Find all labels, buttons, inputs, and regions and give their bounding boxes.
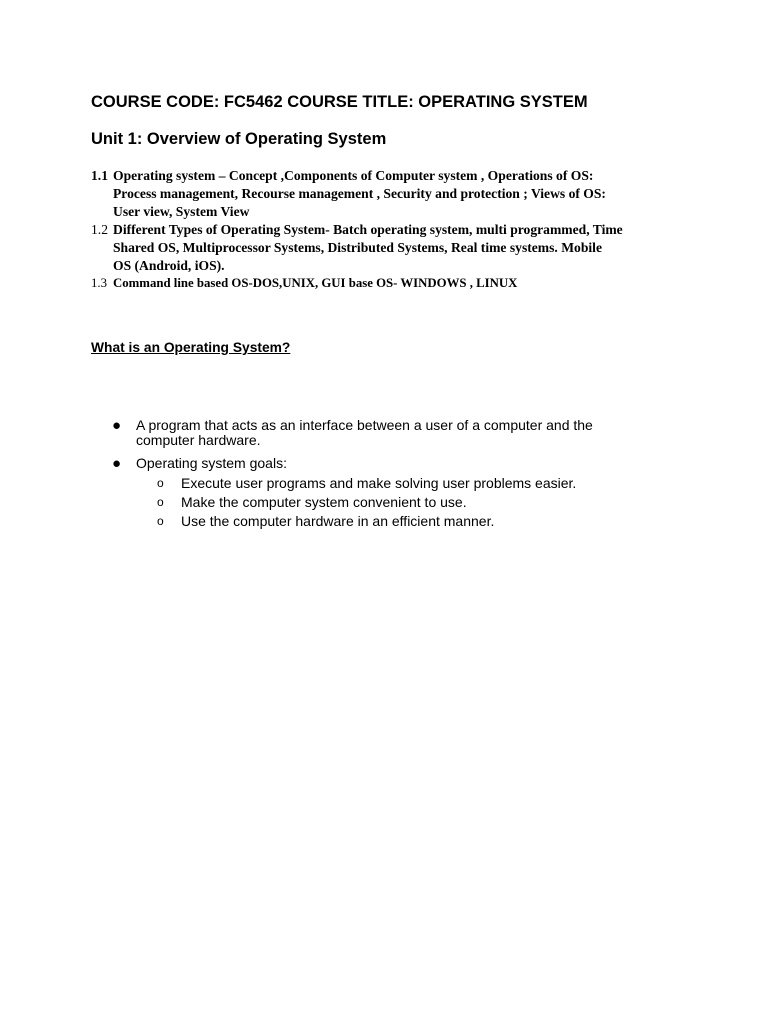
topic-item bbox=[91, 274, 623, 292]
topic-text: Operating system – Concept ,Components of Computer system , Operations of OS: Process management, Recourse management , Security and protection ; Views of OS: User view, System View bbox=[113, 168, 606, 219]
course-heading: COURSE CODE: FC5462 COURSE TITLE: OPERATING SYSTEM bbox=[91, 93, 588, 111]
question-heading: What is an Operating System? bbox=[91, 340, 291, 355]
list-item bbox=[112, 456, 636, 471]
filled-circle-bullet-icon: ● bbox=[112, 417, 122, 434]
sub-list-item bbox=[157, 476, 576, 491]
topic-number: 1.3 bbox=[91, 276, 107, 290]
topic-item bbox=[91, 221, 623, 275]
sub-list-item bbox=[157, 514, 494, 529]
hollow-circle-bullet-icon: o bbox=[157, 476, 164, 490]
hollow-circle-bullet-icon: o bbox=[157, 495, 164, 509]
topic-number: 1.2 bbox=[91, 222, 108, 237]
list-item bbox=[112, 418, 636, 448]
topic-number: 1.1 bbox=[91, 168, 108, 183]
list-item-text: Operating system goals: bbox=[136, 455, 287, 471]
sub-list-item-text: Execute user programs and make solving user problems easier. bbox=[181, 475, 577, 491]
hollow-circle-bullet-icon: o bbox=[157, 514, 164, 528]
sub-list-item-text: Make the computer system convenient to use. bbox=[181, 494, 467, 510]
topic-text: Command line based OS-DOS,UNIX, GUI base OS- WINDOWS , LINUX bbox=[113, 276, 518, 290]
topic-text: Different Types of Operating System- Batch operating system, multi programmed, Time Shared OS, Multiprocessor Systems, Distributed Systems, Real time systems. Mobile OS (Android, iOS). bbox=[113, 222, 623, 273]
list-item-text: A program that acts as an interface between a user of a computer and the computer hardware. bbox=[136, 417, 593, 448]
unit-heading: Unit 1: Overview of Operating System bbox=[91, 130, 387, 148]
sub-list-item-text: Use the computer hardware in an efficient manner. bbox=[181, 513, 495, 529]
sub-list-item bbox=[157, 495, 467, 510]
topic-item bbox=[91, 167, 623, 221]
filled-circle-bullet-icon: ● bbox=[112, 455, 122, 472]
